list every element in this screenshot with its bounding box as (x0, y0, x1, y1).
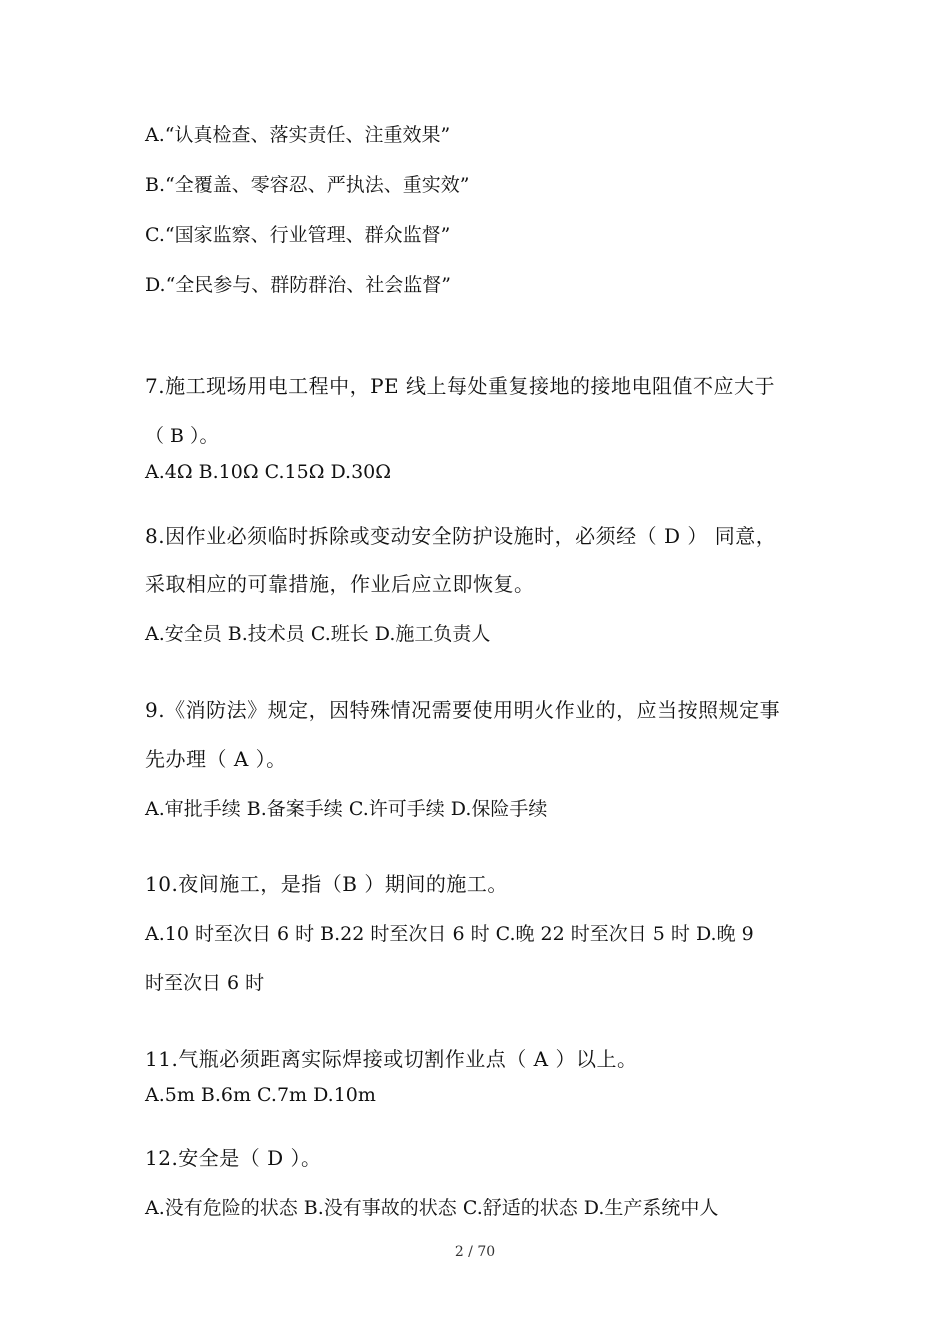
question-10: 10.夜间施工，是指（B ）期间的施工。 (145, 872, 508, 896)
question-12: 12.安全是（ D ）。 (145, 1146, 322, 1170)
question-11-options: A.5m B.6m C.7m D.10m (145, 1084, 376, 1106)
question-7-answer: （ B ）。 (145, 425, 219, 447)
question-8-options: A.安全员 B.技术员 C.班长 D.施工负责人 (145, 623, 491, 645)
page-number: 2 / 70 (454, 1244, 496, 1260)
question-12-options: A.没有危险的状态 B.没有事故的状态 C.舒适的状态 D.生产系统中人 (145, 1197, 719, 1219)
question-9-options: A.审批手续 B.备案手续 C.许可手续 D.保险手续 (145, 798, 548, 820)
question-8: 8.因作业必须临时拆除或变动安全防护设施时，必须经（ D ） 同意， (145, 524, 777, 548)
option-a: A.“认真检查、落实责任、注重效果” (145, 124, 451, 146)
question-9-continued: 先办理（ A ）。 (145, 747, 287, 771)
question-10-options: A.10 时至次日 6 时 B.22 时至次日 6 时 C.晚 22 时至次日 5 时 D.晚 9 (145, 923, 754, 945)
option-d: D.“全民参与、群防群治、社会监督” (145, 274, 452, 296)
question-9: 9.《消防法》规定，因特殊情况需要使用明火作业的，应当按照规定事 (145, 698, 781, 722)
question-10-options-continued: 时至次日 6 时 (145, 972, 265, 994)
question-8-continued: 采取相应的可靠措施，作业后应立即恢复。 (145, 572, 535, 596)
question-11: 11.气瓶必须距离实际焊接或切割作业点（ A ）以上。 (145, 1047, 638, 1071)
question-7: 7.施工现场用电工程中，PE 线上每处重复接地的接地电阻值不应大于 (145, 374, 775, 398)
question-7-options: A.4Ω B.10Ω C.15Ω D.30Ω (145, 461, 392, 483)
option-c: C.“国家监察、行业管理、群众监督” (145, 224, 451, 246)
option-b: B.“全覆盖、零容忍、严执法、重实效” (145, 174, 470, 196)
